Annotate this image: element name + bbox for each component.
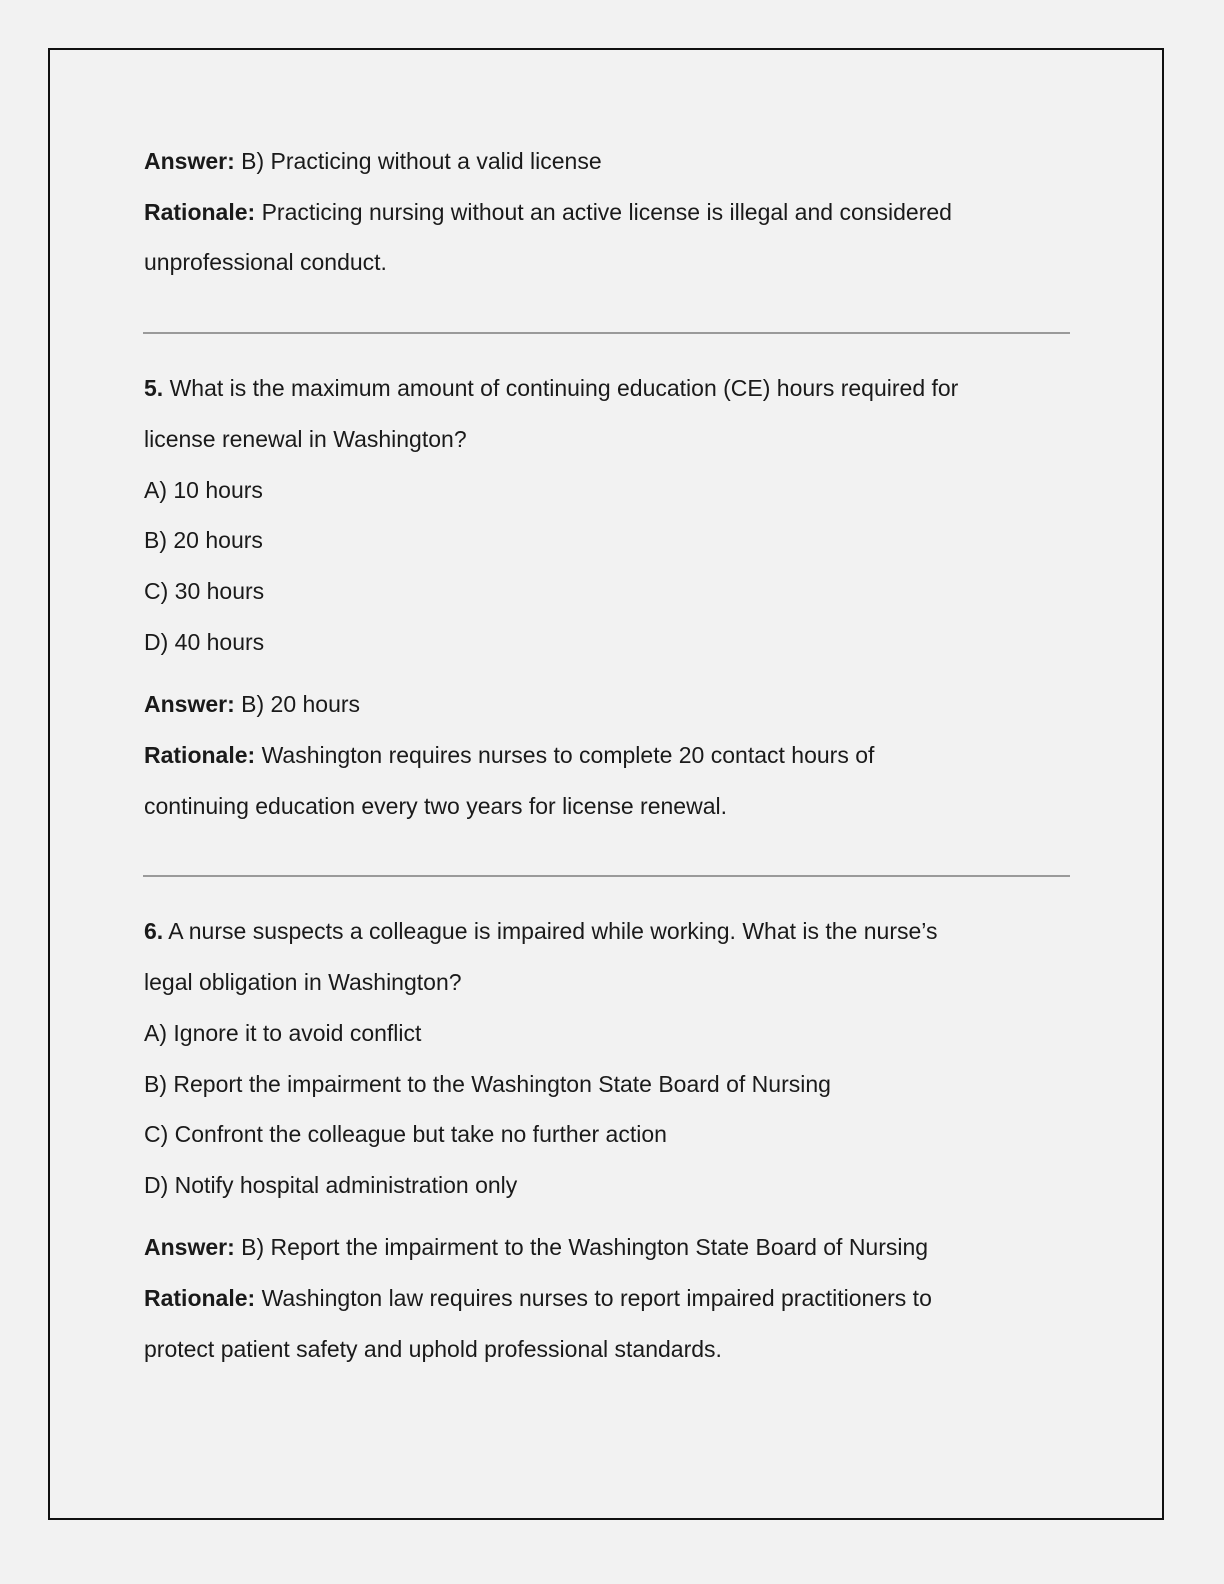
answer-text: B) Practicing without a valid license — [234, 148, 602, 174]
answer-text: B) 20 hours — [234, 691, 361, 717]
q5-option-d: D) 40 hours — [144, 629, 265, 655]
q5-option-b: B) 20 hours — [144, 527, 263, 553]
answer-label: Answer: — [144, 1234, 235, 1260]
q5-answer — [144, 689, 360, 719]
rationale-label: Rationale: — [144, 1285, 256, 1311]
question-number: 5. — [144, 375, 164, 401]
question-number: 6. — [144, 918, 164, 944]
q5-question — [144, 373, 958, 403]
rationale-label: Rationale: — [144, 199, 256, 225]
q6-option-c: C) Confront the colleague but take no further action — [144, 1121, 667, 1147]
prev-answer — [144, 146, 602, 176]
q6-question-cont: legal obligation in Washington? — [144, 969, 462, 995]
q6-rationale — [144, 1283, 932, 1313]
q6-answer — [144, 1232, 928, 1262]
q5-option-c: C) 30 hours — [144, 578, 265, 604]
q6-option-b: B) Report the impairment to the Washington State Board of Nursing — [144, 1071, 831, 1097]
rationale-label: Rationale: — [144, 742, 256, 768]
q5-question-cont: license renewal in Washington? — [144, 426, 467, 452]
q5-rationale — [144, 740, 874, 770]
prev-rationale — [144, 197, 952, 227]
rationale-text: Washington requires nurses to complete 20 contact hours of — [255, 742, 875, 768]
rationale-text: Practicing nursing without an active license is illegal and considered — [255, 199, 952, 225]
question-text: A nurse suspects a colleague is impaired while working. What is the nurse’s — [163, 918, 938, 944]
prev-rationale-cont: unprofessional conduct. — [144, 249, 387, 275]
answer-label: Answer: — [144, 148, 235, 174]
q5-option-a: A) 10 hours — [144, 477, 263, 503]
rationale-text: Washington law requires nurses to report impaired practitioners to — [255, 1285, 932, 1311]
q6-question — [144, 916, 937, 946]
divider — [143, 332, 1070, 334]
q6-option-a: A) Ignore it to avoid conflict — [144, 1020, 422, 1046]
question-text: What is the maximum amount of continuing education (CE) hours required for — [163, 375, 959, 401]
answer-text: B) Report the impairment to the Washington State Board of Nursing — [234, 1234, 929, 1260]
divider — [143, 875, 1070, 877]
q6-option-d: D) Notify hospital administration only — [144, 1172, 518, 1198]
q5-rationale-cont: continuing education every two years for license renewal. — [144, 793, 727, 819]
answer-label: Answer: — [144, 691, 235, 717]
q6-rationale-cont: protect patient safety and uphold professional standards. — [144, 1336, 722, 1362]
